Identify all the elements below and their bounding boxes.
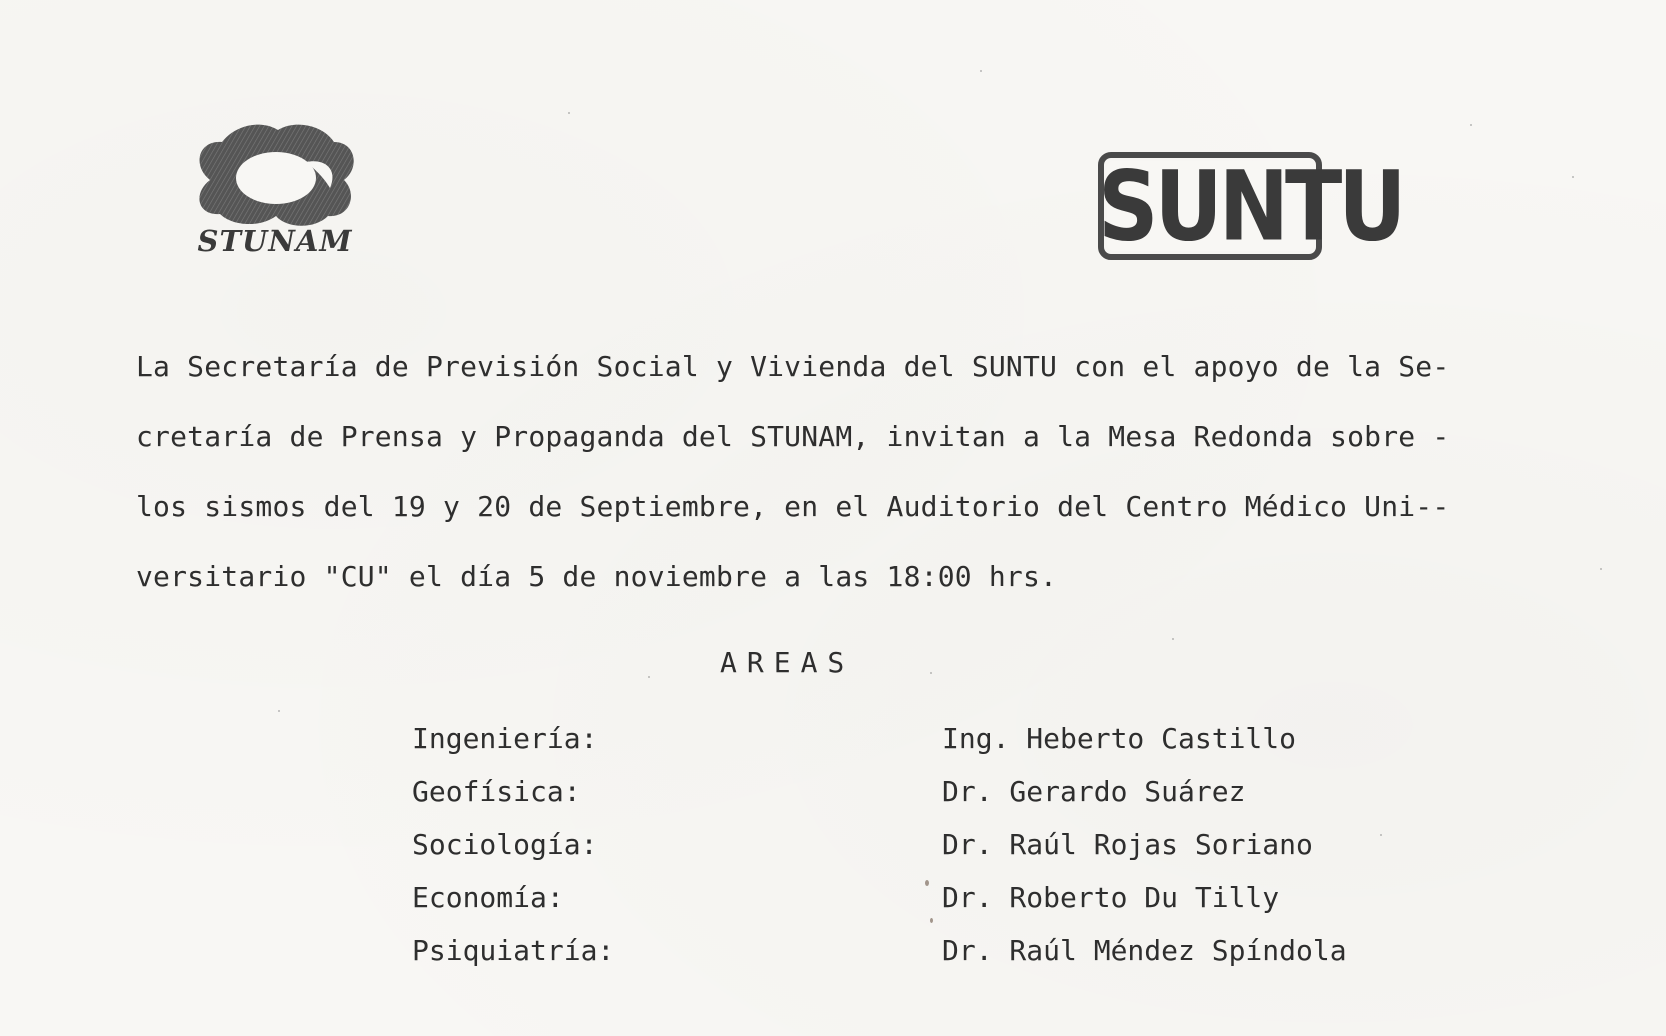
stunam-logo [190, 118, 360, 268]
area-name: Sociología: [412, 828, 598, 861]
list-item [412, 818, 1412, 871]
invitation-paragraph [136, 332, 1476, 612]
stunam-caption: STUNAM [197, 224, 353, 258]
suntu-caption: SUNTU [1098, 149, 1403, 263]
area-name: Economía: [412, 881, 564, 914]
area-speaker: Dr. Gerardo Suárez [942, 775, 1246, 808]
areas-list [412, 712, 1412, 977]
paper-speck [930, 672, 932, 674]
paper-speck [648, 676, 650, 678]
paper-speck [1470, 124, 1472, 126]
area-speaker: Dr. Raúl Méndez Spíndola [942, 934, 1347, 967]
paper-speck [278, 710, 280, 712]
area-speaker: Dr. Roberto Du Tilly [942, 881, 1280, 914]
paper-speck [980, 70, 982, 72]
suntu-logo [1098, 149, 1403, 263]
paper-speck [1172, 638, 1174, 640]
paragraph-line: cretaría de Prensa y Propaganda del STUNAM, invitan a la Mesa Redonda sobre - [136, 420, 1450, 453]
area-name: Ingeniería: [412, 722, 598, 755]
area-name: Geofísica: [412, 775, 581, 808]
paper-speck [568, 112, 570, 114]
paragraph-line: versitario "CU" el día 5 de noviembre a las 18:00 hrs. [136, 560, 1058, 593]
area-speaker: Dr. Raúl Rojas Soriano [942, 828, 1313, 861]
paragraph-line: los sismos del 19 y 20 de Septiembre, en el Auditorio del Centro Médico Uni-- [136, 490, 1450, 523]
list-item [412, 871, 1412, 924]
area-name: Psiquiatría: [412, 934, 615, 967]
area-speaker: Ing. Heberto Castillo [942, 722, 1297, 755]
paper-speck [1600, 568, 1602, 570]
list-item [412, 712, 1412, 765]
paper-speck [1572, 176, 1574, 178]
stunam-emblem-icon [190, 118, 360, 228]
list-item [412, 765, 1412, 818]
list-item [412, 924, 1412, 977]
paragraph-line: La Secretaría de Previsión Social y Vivienda del SUNTU con el apoyo de la Se- [136, 350, 1450, 383]
areas-heading: AREAS [720, 646, 855, 679]
